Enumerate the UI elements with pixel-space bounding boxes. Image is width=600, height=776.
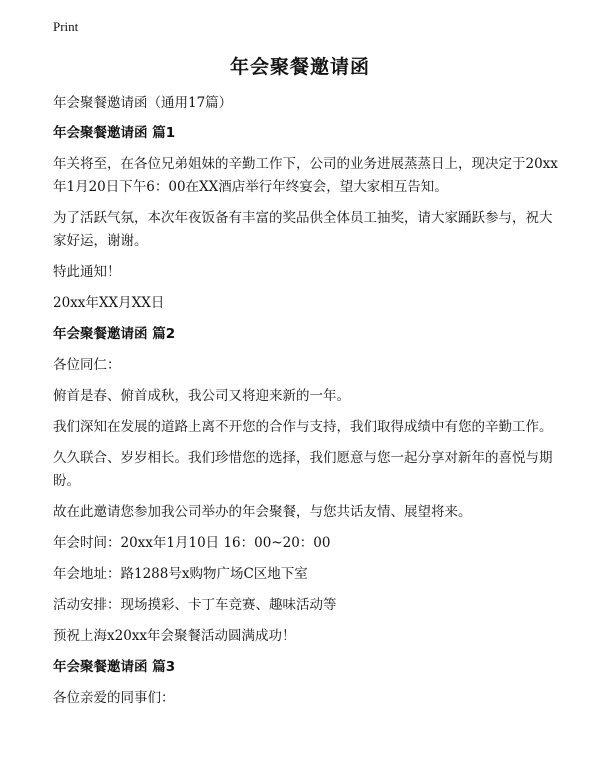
print-link[interactable]: Print	[53, 19, 79, 34]
section-heading: 年会聚餐邀请函 篇1	[53, 125, 176, 141]
section-2	[53, 323, 563, 648]
paragraph: 俯首是春、俯首成秋，我公司又将迎来新的一年。	[53, 388, 350, 404]
section-3	[53, 656, 563, 710]
section-1	[53, 122, 563, 315]
document-subtitle: 年会聚餐邀请函（通用17篇）	[53, 95, 233, 111]
section-heading: 年会聚餐邀请函 篇2	[53, 326, 176, 342]
event-time: 年会时间：20xx年1月10日 16：00~20：00	[53, 535, 331, 551]
event-schedule: 活动安排：现场摸彩、卡丁车竞赛、趣味活动等	[53, 597, 337, 613]
salutation: 各位同仁：	[53, 357, 121, 373]
paragraph: 年关将至，在各位兄弟姐妹的辛勤工作下，公司的业务进展蒸蒸日上，现决定于20xx年1月20日下午6：00在XX酒店举行年终宴会，望大家相互告知。	[53, 156, 558, 195]
paragraph: 为了活跃气氛，本次年夜饭备有丰富的奖品供全体员工抽奖，请大家踊跃参与，祝大家好运，谢谢。	[53, 210, 553, 249]
paragraph: 我们深知在发展的道路上离不开您的合作与支持，我们取得成绩中有您的辛勤工作。	[53, 419, 553, 435]
document-body	[53, 92, 563, 718]
date-line: 20xx年XX月XX日	[53, 295, 165, 311]
salutation: 各位亲爱的同事们：	[53, 690, 175, 706]
event-address: 年会地址：路1288号x购物广场C区地下室	[53, 566, 308, 582]
paragraph: 预祝上海x20xx年会聚餐活动圆满成功！	[53, 628, 296, 644]
paragraph: 久久联合、岁岁相长。我们珍惜您的选择，我们愿意与您一起分享对新年的喜悦与期盼。	[53, 450, 553, 489]
document-title: 年会聚餐邀请函	[229, 56, 370, 78]
paragraph: 故在此邀请您参加我公司举办的年会聚餐，与您共话友情、展望将来。	[53, 504, 472, 520]
paragraph: 特此通知！	[53, 264, 121, 280]
section-heading: 年会聚餐邀请函 篇3	[53, 659, 176, 675]
